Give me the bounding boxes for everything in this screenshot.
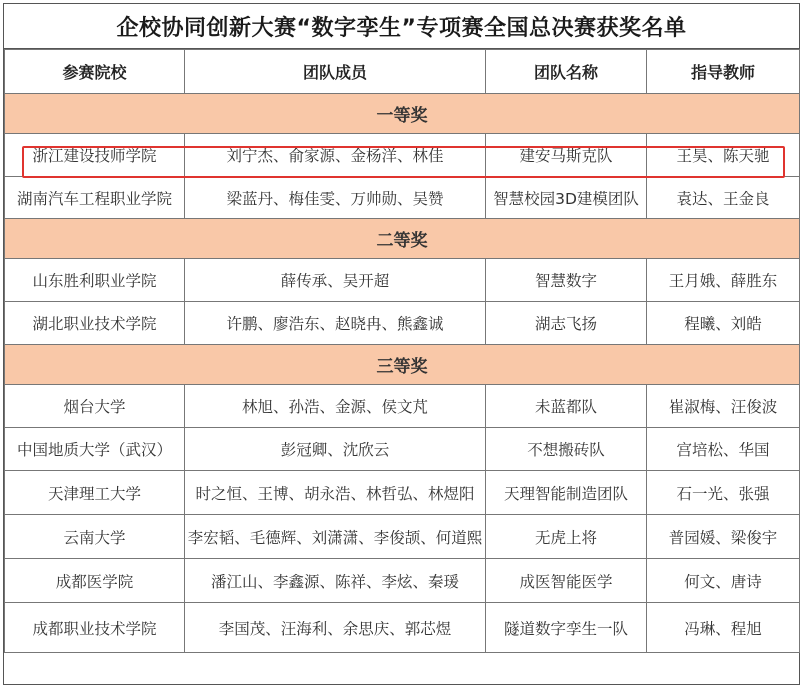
header-school: 参赛院校	[5, 50, 185, 94]
cell-school: 浙江建设技师学院	[5, 134, 185, 177]
cell-teachers: 王月娥、薛胜东	[647, 259, 800, 302]
cell-members: 李宏韬、毛德辉、刘潇潇、李俊颉、何道熙	[185, 515, 486, 559]
cell-team: 湖志飞扬	[486, 302, 647, 345]
cell-teachers: 程曦、刘皓	[647, 302, 800, 345]
cell-team: 未蓝都队	[486, 385, 647, 428]
table-row	[5, 603, 800, 653]
document-title: 企校协同创新大赛“数字孪生”专项赛全国总决赛获奖名单	[4, 4, 799, 49]
cell-team: 无虎上将	[486, 515, 647, 559]
cell-school: 山东胜利职业学院	[5, 259, 185, 302]
cell-members: 梁蓝丹、梅佳雯、万帅勋、吴赞	[185, 177, 486, 219]
cell-teachers: 何文、唐诗	[647, 559, 800, 603]
cell-school: 中国地质大学（武汉）	[5, 428, 185, 471]
cell-members: 时之恒、王博、胡永浩、林哲弘、林煜阳	[185, 471, 486, 515]
cell-school: 湖北职业技术学院	[5, 302, 185, 345]
section-row	[5, 219, 800, 259]
table-row	[5, 428, 800, 471]
cell-school: 烟台大学	[5, 385, 185, 428]
cell-teachers: 崔淑梅、汪俊波	[647, 385, 800, 428]
header-members: 团队成员	[185, 50, 486, 94]
cell-teachers: 宫培松、华国	[647, 428, 800, 471]
cell-school: 天津理工大学	[5, 471, 185, 515]
cell-members: 李国茂、汪海利、余思庆、郭芯煜	[185, 603, 486, 653]
cell-teachers: 王昊、陈天驰	[647, 134, 800, 177]
section-label: 三等奖	[5, 345, 800, 385]
award-table	[4, 49, 800, 653]
cell-members: 薛传承、吴开超	[185, 259, 486, 302]
cell-school: 成都医学院	[5, 559, 185, 603]
section-row	[5, 94, 800, 134]
header-teachers: 指导教师	[647, 50, 800, 94]
cell-school: 成都职业技术学院	[5, 603, 185, 653]
cell-team: 智慧校园3D建模团队	[486, 177, 647, 219]
cell-team: 成医智能医学	[486, 559, 647, 603]
cell-members: 潘江山、李鑫源、陈祥、李炫、秦瑗	[185, 559, 486, 603]
table-row	[5, 259, 800, 302]
section-label: 一等奖	[5, 94, 800, 134]
cell-team: 建安马斯克队	[486, 134, 647, 177]
table-row	[5, 559, 800, 603]
cell-school: 云南大学	[5, 515, 185, 559]
cell-teachers: 袁达、王金良	[647, 177, 800, 219]
cell-members: 林旭、孙浩、金源、侯文芃	[185, 385, 486, 428]
award-list-document	[3, 3, 800, 685]
cell-team: 天理智能制造团队	[486, 471, 647, 515]
table-row	[5, 471, 800, 515]
table-row	[5, 177, 800, 219]
cell-team: 智慧数字	[486, 259, 647, 302]
table-row	[5, 385, 800, 428]
cell-team: 隧道数字孪生一队	[486, 603, 647, 653]
section-row	[5, 345, 800, 385]
cell-members: 刘宁杰、俞家源、金杨洋、林佳	[185, 134, 486, 177]
section-label: 二等奖	[5, 219, 800, 259]
cell-teachers: 石一光、张强	[647, 471, 800, 515]
header-row	[5, 50, 800, 94]
cell-school: 湖南汽车工程职业学院	[5, 177, 185, 219]
cell-teachers: 普园媛、梁俊宇	[647, 515, 800, 559]
table-row	[5, 302, 800, 345]
header-team: 团队名称	[486, 50, 647, 94]
cell-team: 不想搬砖队	[486, 428, 647, 471]
cell-teachers: 冯琳、程旭	[647, 603, 800, 653]
cell-members: 彭冠卿、沈欣云	[185, 428, 486, 471]
table-row	[5, 134, 800, 177]
cell-members: 许鹏、廖浩东、赵晓冉、熊鑫诚	[185, 302, 486, 345]
table-row	[5, 515, 800, 559]
